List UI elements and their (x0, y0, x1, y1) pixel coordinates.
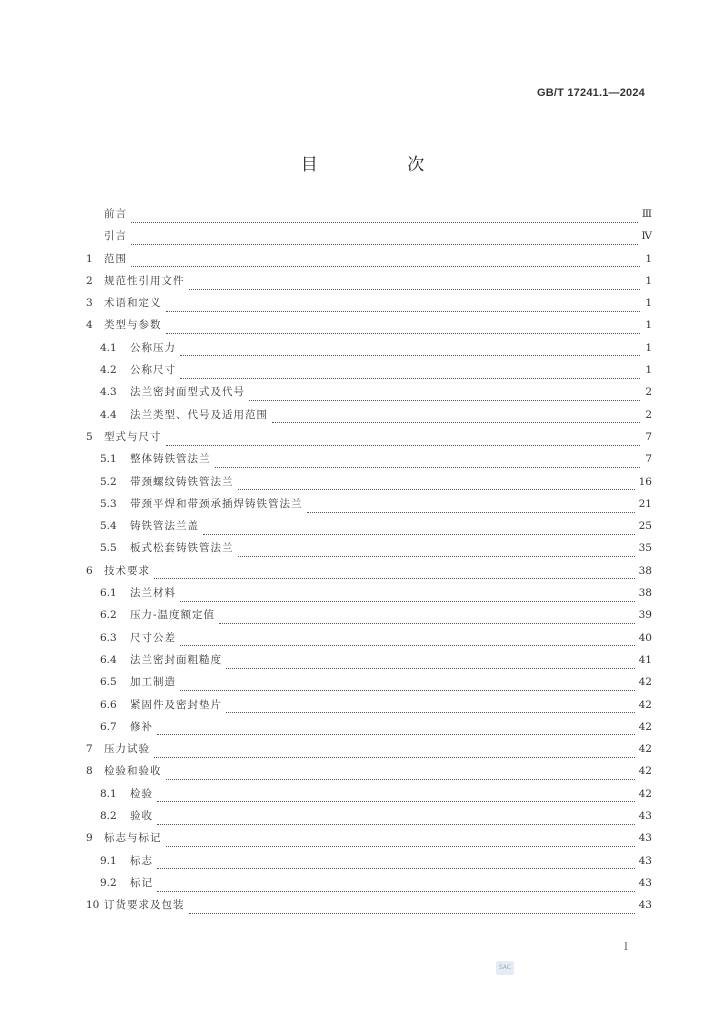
toc-entry-page: 1 (645, 319, 652, 332)
toc-entry-label: 规范性引用文件 (104, 274, 185, 287)
toc-entry[interactable] (86, 317, 652, 339)
dot-leader (157, 726, 635, 735)
toc-entry-page: 38 (638, 564, 652, 577)
toc-entry-page: Ⅳ (641, 230, 652, 243)
toc-entry-page: 7 (645, 430, 652, 443)
toc-entry-label: 范围 (104, 252, 127, 265)
toc-entry[interactable] (86, 585, 652, 607)
toc-entry-page: 21 (638, 497, 652, 510)
toc-entry-label: 修补 (130, 720, 153, 733)
toc-entry-number: 4 (86, 319, 93, 332)
toc-entry-label: 法兰类型、代号及适用范围 (130, 408, 268, 421)
toc-entry-page: 42 (638, 698, 652, 711)
toc-entry-number: 8.1 (100, 787, 117, 800)
toc-entry-page: 41 (638, 653, 652, 666)
toc-entry-label: 前言 (104, 208, 127, 220)
toc-entry-label: 带颈平焊和带颈承插焊铸铁管法兰 (130, 497, 303, 510)
toc-entry-number: 8 (86, 765, 93, 778)
toc-entry[interactable] (86, 763, 652, 785)
toc-entry-number: 10 (86, 899, 100, 912)
toc-entry-number: 6.6 (100, 698, 117, 711)
dot-leader (203, 526, 635, 535)
toc-entry[interactable] (86, 853, 652, 875)
dot-leader (272, 414, 640, 423)
toc-entry-label: 标志与标记 (104, 832, 162, 845)
toc-entry-page: 1 (645, 297, 652, 310)
toc-entry-label: 引言 (104, 230, 127, 243)
watermark-logo: SAC (496, 961, 514, 975)
toc-entry-number: 3 (86, 297, 93, 310)
toc-entry-page: 7 (645, 453, 652, 466)
toc-entry-label: 压力试验 (104, 743, 150, 756)
dot-leader (166, 303, 641, 312)
toc-entry[interactable] (86, 741, 652, 763)
dot-leader (166, 325, 641, 334)
toc-entry-page: 42 (638, 676, 652, 689)
toc-entry[interactable] (86, 540, 652, 562)
toc-entry-label: 检验和验收 (104, 765, 162, 778)
toc-entry-label: 压力-温度额定值 (130, 609, 216, 622)
table-of-contents (86, 206, 652, 920)
toc-entry-number: 8.2 (100, 810, 117, 823)
toc-entry-page: 1 (645, 274, 652, 287)
dot-leader (157, 883, 635, 892)
dot-leader (180, 682, 635, 691)
toc-entry-page: 43 (638, 832, 652, 845)
toc-entry-label: 加工制造 (130, 676, 176, 689)
toc-entry-page: 42 (638, 720, 652, 733)
toc-entry[interactable] (86, 228, 652, 250)
toc-entry[interactable] (86, 451, 652, 473)
dot-leader (189, 905, 635, 914)
toc-entry[interactable] (86, 340, 652, 362)
toc-entry[interactable] (86, 518, 652, 540)
toc-entry-label: 法兰密封面粗糙度 (130, 653, 222, 666)
dot-leader (157, 816, 635, 825)
toc-entry-page: 1 (645, 364, 652, 377)
toc-entry-number: 4.4 (100, 408, 117, 421)
toc-entry-page: 43 (638, 854, 652, 867)
toc-entry-number: 5.2 (100, 475, 117, 488)
toc-entry-page: 1 (645, 341, 652, 354)
toc-entry[interactable] (86, 607, 652, 629)
toc-entry[interactable] (86, 295, 652, 317)
toc-entry[interactable] (86, 362, 652, 384)
toc-entry-label: 术语和定义 (104, 297, 162, 310)
dot-leader (249, 392, 640, 401)
toc-entry[interactable] (86, 496, 652, 518)
dot-leader (180, 637, 635, 646)
toc-entry-label: 法兰密封面型式及代号 (130, 386, 245, 399)
toc-entry-page: 40 (638, 631, 652, 644)
toc-entry[interactable] (86, 808, 652, 830)
toc-entry[interactable] (86, 407, 652, 429)
toc-entry-number: 6.5 (100, 676, 117, 689)
toc-entry-number: 4.2 (100, 364, 117, 377)
page-title: 目 次 (300, 155, 467, 175)
dot-leader (131, 214, 638, 223)
dot-leader (154, 570, 635, 579)
dot-leader (157, 860, 635, 869)
dot-leader (180, 370, 640, 379)
toc-entry-label: 订货要求及包装 (104, 899, 185, 912)
toc-entry[interactable] (86, 474, 652, 496)
toc-entry-label: 铸铁管法兰盖 (130, 520, 199, 533)
toc-entry-number: 6.4 (100, 653, 117, 666)
toc-entry-page: 43 (638, 899, 652, 912)
dot-leader (238, 548, 635, 557)
toc-entry-number: 5.5 (100, 542, 117, 555)
toc-entry-label: 板式松套铸铁管法兰 (130, 542, 234, 555)
toc-entry-page: 25 (638, 520, 652, 533)
dot-leader (180, 593, 635, 602)
toc-entry-number: 4.1 (100, 341, 117, 354)
dot-leader (189, 281, 641, 290)
toc-entry-page: 43 (638, 810, 652, 823)
dot-leader (219, 615, 635, 624)
toc-entry[interactable] (86, 875, 652, 897)
toc-entry-label: 型式与尺寸 (104, 430, 162, 443)
toc-entry[interactable] (86, 206, 652, 228)
dot-leader (307, 504, 635, 513)
toc-entry[interactable] (86, 697, 652, 719)
toc-entry[interactable] (86, 251, 652, 273)
toc-entry-number: 5.4 (100, 520, 117, 533)
toc-entry-page: 35 (638, 542, 652, 555)
dot-leader (166, 838, 635, 847)
toc-entry-label: 公称压力 (130, 341, 176, 354)
toc-entry-label: 法兰材料 (130, 587, 176, 600)
dot-leader (131, 236, 638, 245)
dot-leader (166, 437, 641, 446)
toc-entry-label: 标记 (130, 876, 153, 889)
toc-entry[interactable] (86, 563, 652, 585)
page-number: I (624, 942, 628, 953)
toc-entry[interactable] (86, 674, 652, 696)
toc-entry-page: 38 (638, 587, 652, 600)
toc-entry-page: Ⅲ (641, 208, 652, 220)
toc-entry-number: 6.7 (100, 720, 117, 733)
toc-entry[interactable] (86, 652, 652, 674)
toc-entry-number: 6.1 (100, 587, 117, 600)
toc-entry-number: 5.3 (100, 497, 117, 510)
toc-entry-number: 5.1 (100, 453, 117, 466)
toc-entry-page: 16 (638, 475, 652, 488)
toc-entry-number: 4.3 (100, 386, 117, 399)
toc-entry-label: 验收 (130, 810, 153, 823)
toc-entry[interactable] (86, 719, 652, 741)
toc-entry-number: 1 (86, 252, 93, 265)
toc-entry-number: 9.1 (100, 854, 117, 867)
toc-entry[interactable] (86, 429, 652, 451)
toc-entry-page: 39 (638, 609, 652, 622)
toc-entry-label: 检验 (130, 787, 153, 800)
toc-entry-number: 9.2 (100, 876, 117, 889)
toc-entry[interactable] (86, 273, 652, 295)
toc-entry-number: 6 (86, 564, 93, 577)
dot-leader (166, 771, 635, 780)
dot-leader (180, 347, 640, 356)
toc-entry-page: 42 (638, 765, 652, 778)
toc-entry-label: 技术要求 (104, 564, 150, 577)
toc-entry-page: 42 (638, 787, 652, 800)
dot-leader (238, 481, 635, 490)
toc-entry-label: 整体铸铁管法兰 (130, 453, 211, 466)
toc-entry-label: 类型与参数 (104, 319, 162, 332)
toc-entry[interactable] (86, 897, 652, 919)
toc-entry-page: 42 (638, 743, 652, 756)
dot-leader (154, 749, 635, 758)
toc-entry-label: 尺寸公差 (130, 631, 176, 644)
toc-entry-number: 2 (86, 274, 93, 287)
toc-entry-number: 9 (86, 832, 93, 845)
toc-entry-number: 6.3 (100, 631, 117, 644)
toc-entry[interactable] (86, 786, 652, 808)
dot-leader (226, 660, 635, 669)
toc-entry-number: 7 (86, 743, 93, 756)
standard-code: GB/T 17241.1—2024 (537, 87, 645, 99)
dot-leader (157, 793, 635, 802)
toc-entry-number: 6.2 (100, 609, 117, 622)
toc-entry-number: 5 (86, 430, 93, 443)
toc-entry-page: 2 (645, 386, 652, 399)
toc-entry-page: 1 (645, 252, 652, 265)
toc-entry-label: 公称尺寸 (130, 364, 176, 377)
toc-entry-page: 2 (645, 408, 652, 421)
toc-entry-label: 紧固件及密封垫片 (130, 698, 222, 711)
toc-entry-label: 带颈螺纹铸铁管法兰 (130, 475, 234, 488)
dot-leader (215, 459, 641, 468)
dot-leader (226, 704, 635, 713)
toc-entry[interactable] (86, 384, 652, 406)
dot-leader (131, 258, 640, 267)
toc-entry[interactable] (86, 630, 652, 652)
toc-entry[interactable] (86, 830, 652, 852)
toc-entry-page: 43 (638, 876, 652, 889)
toc-entry-label: 标志 (130, 854, 153, 867)
